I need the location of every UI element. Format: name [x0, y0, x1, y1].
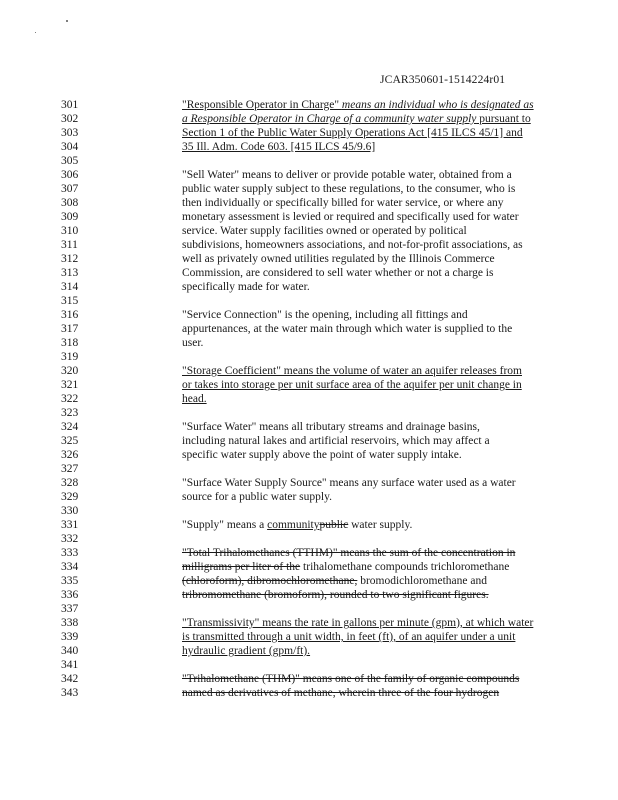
text-line [182, 644, 552, 658]
line-number: 329 [61, 491, 79, 503]
text-segment: appurtenances, at the water main through which water is supplied to the [182, 323, 513, 335]
text-line [182, 364, 552, 378]
line-number-column [61, 98, 101, 700]
line-number: 306 [61, 169, 79, 181]
deleted-text: "Total Trihalomethanes (TTHM)" means the sum of the concentration in [182, 547, 516, 559]
inserted-text: head. [182, 393, 207, 405]
text-line [182, 672, 552, 686]
text-line [182, 392, 552, 406]
text-line [182, 350, 552, 364]
line-number: 307 [61, 183, 79, 195]
text-line [182, 448, 552, 462]
text-line [182, 210, 552, 224]
inserted-text: "Storage Coefficient" means the volume of water an aquifer releases from [182, 365, 522, 377]
text-segment: service. Water supply facilities owned or operated by political [182, 225, 467, 237]
line-number: 316 [61, 309, 79, 321]
line-number: 343 [61, 687, 79, 699]
line-number: 338 [61, 617, 79, 629]
line-number: 302 [61, 113, 79, 125]
text-line [182, 294, 552, 308]
text-segment: "Surface Water Supply Source" means any surface water used as a water [182, 477, 516, 489]
text-line [182, 658, 552, 672]
text-segment: bromodichloromethane and [357, 575, 487, 587]
text-line [182, 406, 552, 420]
text-segment: "Service Connection" is the opening, including all fittings and [182, 309, 468, 321]
text-line [182, 420, 552, 434]
inserted-text: or takes into storage per unit surface area of the aquifer per unit change in [182, 379, 522, 391]
text-segment: subdivisions, homeowners associations, and not-for-profit associations, as [182, 239, 523, 251]
line-number: 337 [61, 603, 79, 615]
line-number: 336 [61, 589, 79, 601]
text-line [182, 308, 552, 322]
line-number: 308 [61, 197, 79, 209]
text-line [182, 98, 552, 112]
line-number: 317 [61, 323, 79, 335]
deleted-text: public [319, 519, 349, 531]
line-number: 301 [61, 99, 79, 111]
inserted-text: a Responsible Operator in Charge of a community water supply [182, 113, 477, 125]
text-line [182, 224, 552, 238]
text-line [182, 252, 552, 266]
text-line [182, 462, 552, 476]
line-number: 319 [61, 351, 79, 363]
text-line [182, 378, 552, 392]
text-line [182, 476, 552, 490]
text-line [182, 532, 552, 546]
inserted-text: "Responsible Operator in Charge" [182, 99, 342, 111]
text-line [182, 112, 552, 126]
text-line [182, 140, 552, 154]
inserted-text: pursuant to [476, 113, 531, 125]
line-number: 341 [61, 659, 79, 671]
line-number: 328 [61, 477, 79, 489]
deleted-text: named as derivatives of methane, wherein three of the four hydrogen [182, 687, 500, 699]
line-number: 321 [61, 379, 79, 391]
inserted-text: is transmitted through a unit width, in feet (ft), of an aquifer under a unit [182, 631, 516, 643]
text-segment: "Surface Water" means all tributary streams and drainage basins, [182, 421, 480, 433]
text-line [182, 630, 552, 644]
deleted-text: tribromomethane (bromoform), rounded to two significant figures. [182, 589, 489, 601]
text-line [182, 518, 552, 532]
line-number: 325 [61, 435, 79, 447]
text-segment: specific water supply above the point of water supply intake. [182, 449, 462, 461]
text-segment: well as privately owned utilities regulated by the Illinois Commerce [182, 253, 495, 265]
line-number: 331 [61, 519, 79, 531]
inserted-text: means an individual who is designated as [341, 99, 534, 111]
line-number: 310 [61, 225, 79, 237]
line-number: 315 [61, 295, 79, 307]
text-segment: source for a public water supply. [182, 491, 332, 503]
line-number: 334 [61, 561, 79, 573]
text-segment: monetary assessment is levied or required and specifically used for water [182, 211, 519, 223]
line-number: 339 [61, 631, 79, 643]
text-segment: user. [182, 337, 204, 349]
text-line [182, 238, 552, 252]
scan-artifact [35, 32, 36, 33]
deleted-text: "Trihalomethane (THM)" means one of the family of organic compounds [182, 673, 520, 685]
line-number: 311 [61, 239, 78, 251]
text-segment: public water supply subject to these regulations, to the consumer, who is [182, 183, 516, 195]
text-line [182, 126, 552, 140]
line-number: 323 [61, 407, 79, 419]
text-segment: water supply. [348, 519, 413, 531]
inserted-text: Section 1 of the Public Water Supply Operations Act [415 ILCS 45/1] and [182, 127, 523, 139]
inserted-text: 35 Ill. Adm. Code 603. [415 ILCS 45/9.6] [182, 141, 376, 153]
line-number: 324 [61, 421, 79, 433]
text-segment: "Supply" means a [182, 519, 268, 531]
line-number: 330 [61, 505, 79, 517]
text-segment: including natural lakes and artificial reservoirs, which may affect a [182, 435, 490, 447]
text-line [182, 560, 552, 574]
line-number: 327 [61, 463, 79, 475]
text-segment: Commission, are considered to sell water whether or not a charge is [182, 267, 494, 279]
line-number: 314 [61, 281, 79, 293]
text-line [182, 336, 552, 350]
line-number: 342 [61, 673, 79, 685]
line-number: 333 [61, 547, 79, 559]
inserted-text: hydraulic gradient (gpm/ft). [182, 645, 311, 657]
text-segment: then individually or specifically billed for water service, or where any [182, 197, 504, 209]
line-number: 304 [61, 141, 79, 153]
scan-artifact [66, 20, 68, 22]
text-line [182, 154, 552, 168]
line-number: 340 [61, 645, 79, 657]
text-line [182, 588, 552, 602]
deleted-text: (chloroform), dibromochloromethane, [182, 575, 358, 587]
text-line [182, 546, 552, 560]
text-line [182, 280, 552, 294]
text-line [182, 616, 552, 630]
line-number: 309 [61, 211, 79, 223]
inserted-text: community [267, 519, 320, 531]
text-segment: specifically made for water. [182, 281, 310, 293]
line-number: 313 [61, 267, 79, 279]
text-line [182, 182, 552, 196]
text-segment: "Sell Water" means to deliver or provide potable water, obtained from a [182, 169, 512, 181]
line-number: 332 [61, 533, 79, 545]
text-line [182, 196, 552, 210]
document-body [182, 98, 552, 700]
line-number: 305 [61, 155, 79, 167]
text-line [182, 574, 552, 588]
line-number: 312 [61, 253, 79, 265]
text-segment: trihalomethane compounds trichloromethane [300, 561, 510, 573]
line-number: 322 [61, 393, 79, 405]
text-line [182, 434, 552, 448]
inserted-text: "Transmissivity" means the rate in gallons per minute (gpm), at which water [182, 617, 534, 629]
text-line [182, 490, 552, 504]
line-number: 320 [61, 365, 79, 377]
text-line [182, 602, 552, 616]
text-line [182, 686, 552, 700]
text-line [182, 322, 552, 336]
line-number: 303 [61, 127, 79, 139]
document-id: JCAR350601-1514224r01 [380, 73, 506, 86]
line-number: 335 [61, 575, 79, 587]
text-line [182, 504, 552, 518]
text-line [182, 266, 552, 280]
line-number: 326 [61, 449, 79, 461]
deleted-text: milligrams per liter of the [182, 561, 301, 573]
text-line [182, 168, 552, 182]
line-number: 318 [61, 337, 79, 349]
